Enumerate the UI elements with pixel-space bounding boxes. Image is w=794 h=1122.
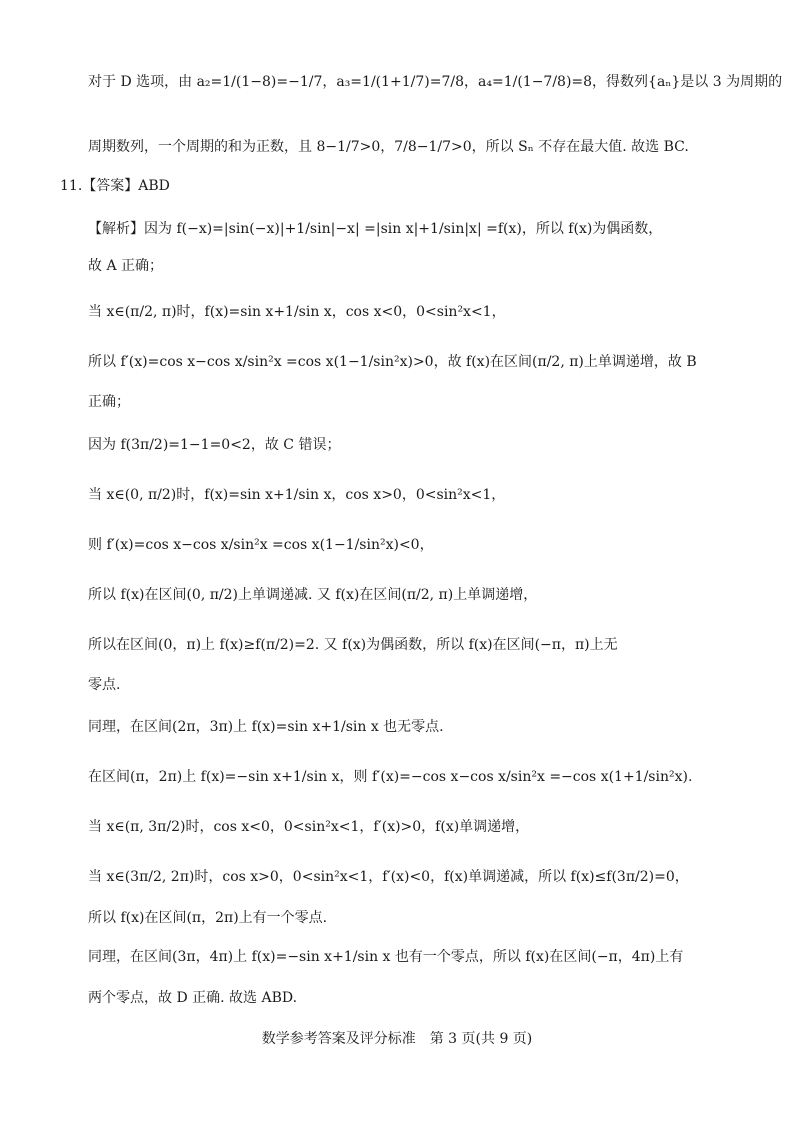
text-line-derivative-negative: 则 f′(x)=cos x−cos x/sin²x =cos x(1−1/sin²x)<0， [88,537,434,553]
text-line-monotonic: 所以 f(x)在区间(0, π/2)上单调递减. 又 f(x)在区间(π/2, π)上单调递增， [88,587,538,603]
text-line-derivative-positive: 所以 f′(x)=cos x−cos x/sin²x =cos x(1−1/sin²x)>0，故 f(x)在区间(π/2, π)上单调递增，故 B [88,354,697,370]
text-line-periodic: 周期数列，一个周期的和为正数，且 8−1/7>0，7/8−1/7>0，所以 Sₙ 不存在最大值. 故选 BC. [88,139,689,155]
text-line-interval-0-pi2: 当 x∈(0, π/2)时，f(x)=sin x+1/sin x，cos x>0，0<sin²x<1， [88,487,506,503]
text-line-d-correct: 两个零点，故 D 正确. 故选 ABD. [88,990,298,1006]
text-line-pi-2pi: 在区间(π，2π)上 f(x)=−sin x+1/sin x，则 f′(x)=−cos x−cos x/sin²x =−cos x(1+1/sin²x). [88,769,693,785]
text-line-d-option: 对于 D 选项，由 a₂=1/(1−8)=−1/7，a₃=1/(1+1/7)=7/8，a₄=1/(1−7/8)=8，得数列{aₙ}是以 3 为周期的 [88,74,783,90]
text-line-a-correct: 故 A 正确； [88,258,164,274]
text-line-3pi-4pi: 同理，在区间(3π，4π)上 f(x)=−sin x+1/sin x 也有一个零点，所以 f(x)在区间(−π，4π)上有 [88,949,684,965]
page-footer: 数学参考答案及评分标准 第 3 页(共 9 页) [261,1031,533,1047]
answer-heading-11: 11.【答案】ABD [60,178,170,194]
text-line-c-wrong: 因为 f(3π/2)=1−1=0<2，故 C 错误； [88,437,341,453]
text-line-no-zero: 零点. [88,677,121,693]
text-line-interval-pi2-pi: 当 x∈(π/2, π)时，f(x)=sin x+1/sin x，cos x<0，0<sin²x<1， [88,304,506,320]
text-line-one-zero: 所以 f(x)在区间(π，2π)上有一个零点. [88,910,328,926]
text-line-min-value: 所以在区间(0，π)上 f(x)≥f(π/2)=2. 又 f(x)为偶函数，所以 f(x)在区间(−π，π)上无 [88,637,618,653]
text-line-decreasing: 当 x∈(3π/2, 2π)时，cos x>0，0<sin²x<1，f′(x)<0，f(x)单调递减，所以 f(x)≤f(3π/2)=0， [88,869,689,885]
text-line-b-correct: 正确； [88,394,130,410]
text-line-increasing: 当 x∈(π, 3π/2)时，cos x<0，0<sin²x<1，f′(x)>0，f(x)单调递增， [88,819,530,835]
text-line-analysis-even: 【解析】因为 f(−x)=|sin(−x)|+1/sin|−x| =|sin x|+1/sin|x| =f(x)，所以 f(x)为偶函数， [88,221,663,237]
text-line-2pi-3pi: 同理，在区间(2π，3π)上 f(x)=sin x+1/sin x 也无零点. [88,719,444,735]
